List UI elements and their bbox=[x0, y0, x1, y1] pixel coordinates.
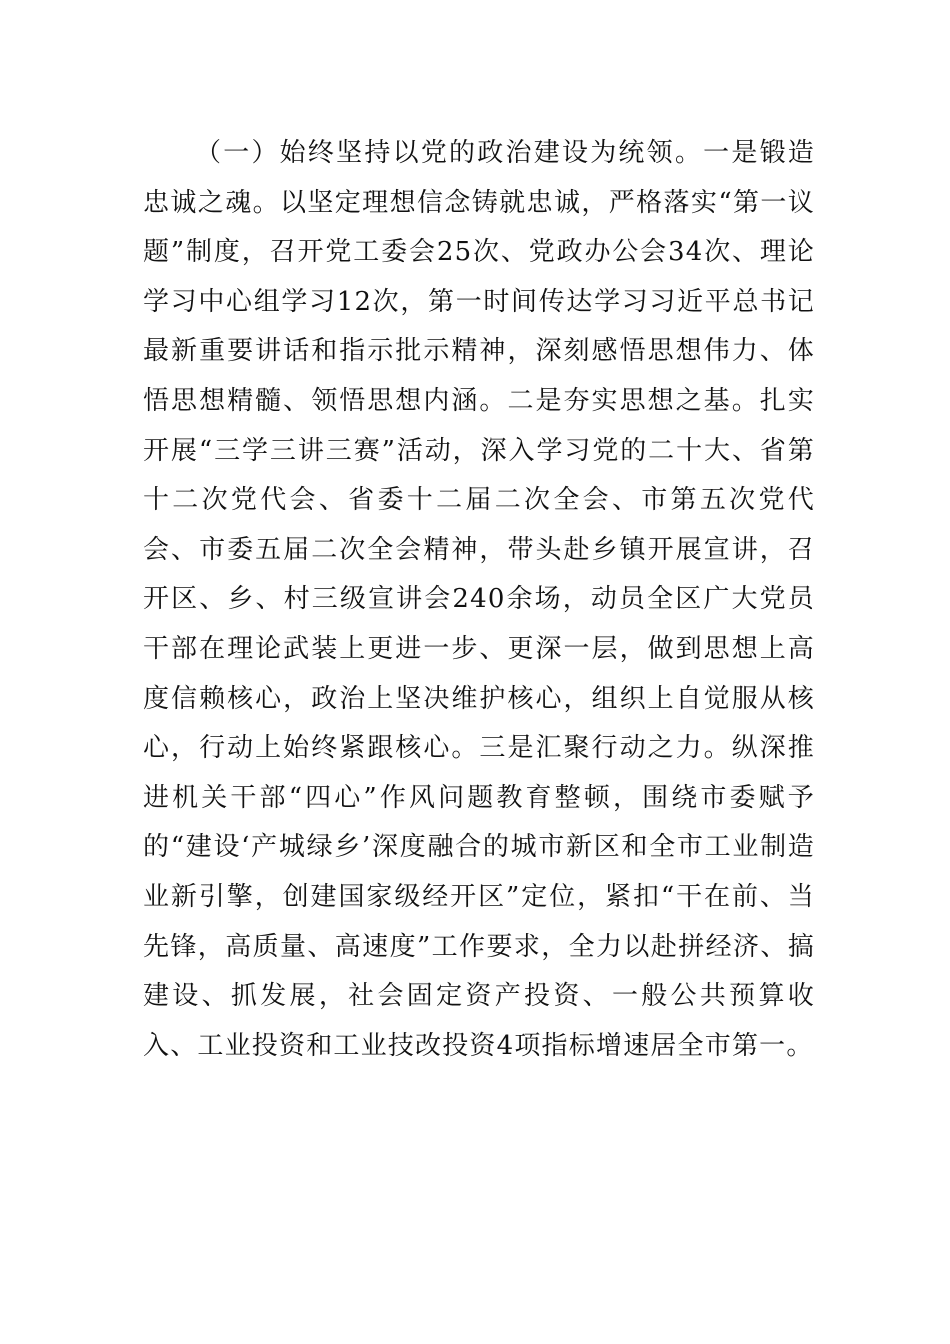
body-paragraph: （一）始终坚持以党的政治建设为统领。一是锻造忠诚之魂。以坚定理想信念铸就忠诚，严格落实“第一议题”制度，召开党工委会25次、党政办公会34次、理论学习中心组学习12次，第一时间传达学习习近平总书记最新重要讲话和指示批示精神，深刻感悟思想伟力、体悟思想精髓、领悟思想内涵。二是夯实思想之基。扎实开展“三学三讲三赛”活动，深入学习党的二十大、省第十二次党代会、省委十二届二次全会、市第五次党代会、市委五届二次全会精神，带头赴乡镇开展宣讲，召开区、乡、村三级宣讲会240余场，动员全区广大党员干部在理论武装上更进一步、更深一层，做到思想上高度信赖核心，政治上坚决维护核心，组织上自觉服从核心，行动上始终紧跟核心。三是汇聚行动之力。纵深推进机关干部“四心”作风问题教育整顿，围绕市委赋予的“建设‘产城绿乡’深度融合的城市新区和全市工业制造业新引擎，创建国家级经开区”定位，紧扣“干在前、当先锋，高质量、高速度”工作要求，全力以赴拼经济、搞建设、抓发展，社会固定资产投资、一般公共预算收入、工业投资和工业技改投资4项指标增速居全市第一。 bbox=[143, 138, 815, 1061]
